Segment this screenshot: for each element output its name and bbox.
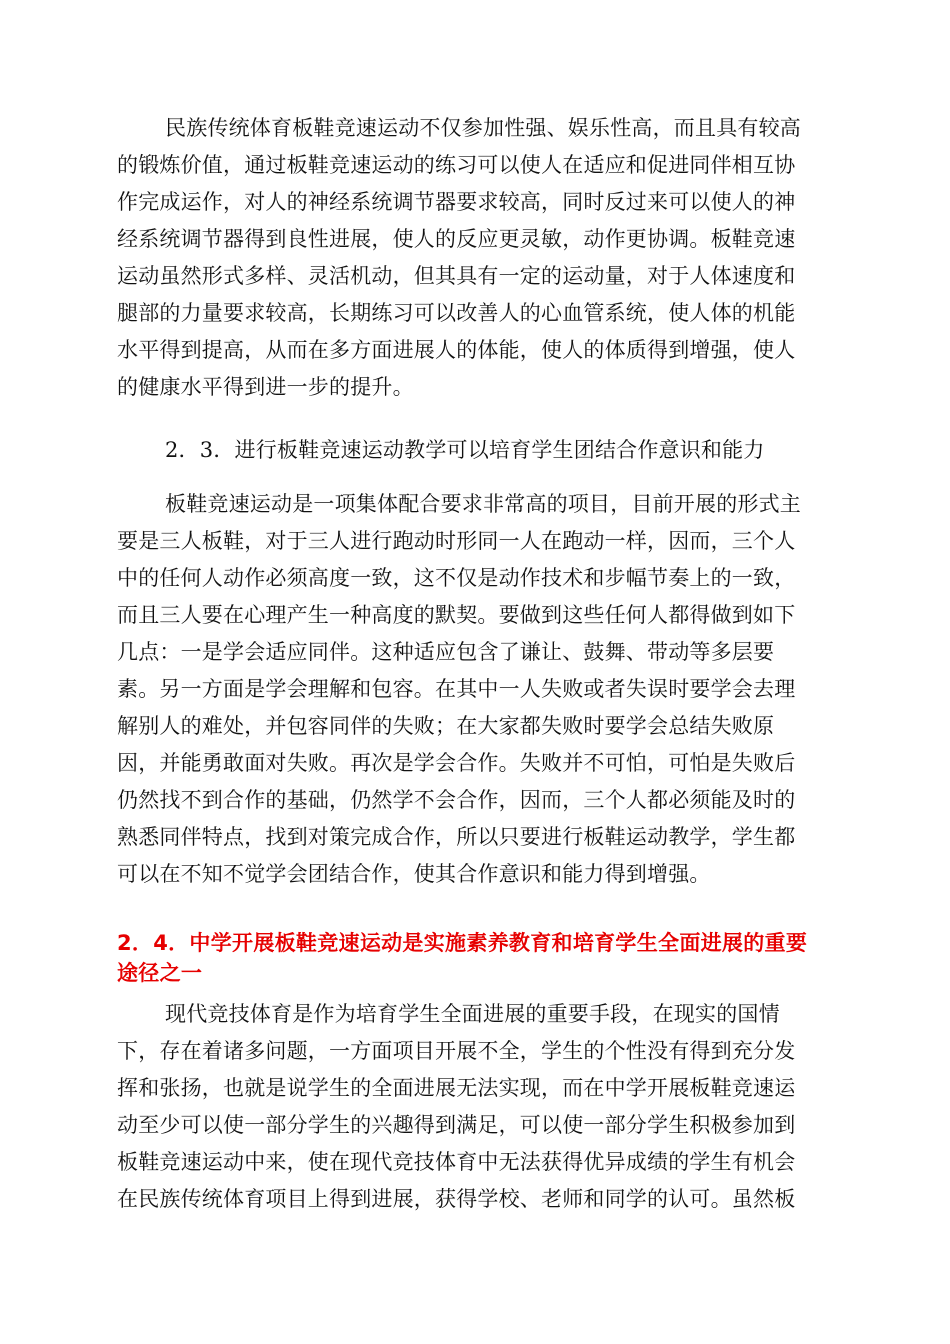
paragraph-line: 板鞋竞速运动是一项集体配合要求非常高的项目，目前开展的形式主 bbox=[165, 492, 801, 516]
paragraph-line: 熟悉同伴特点，找到对策完成合作，所以只要进行板鞋运动教学，学生都 bbox=[117, 825, 796, 849]
paragraph-line: 下，存在着诸多问题，一方面项目开展不全，学生的个性没有得到充分发 bbox=[117, 1039, 796, 1063]
paragraph-line: 作完成运作，对人的神经系统调节器要求较高，同时反过来可以使人的神 bbox=[117, 190, 796, 214]
paragraph-line: 挥和张扬，也就是说学生的全面进展无法实现，而在中学开展板鞋竞速运 bbox=[117, 1076, 796, 1100]
paragraph-line: 民族传统体育板鞋竞速运动不仅参加性强、娱乐性高，而且具有较高 bbox=[165, 116, 801, 140]
paragraph-line: 动至少可以使一部分学生的兴趣得到满足，可以使一部分学生积极参加到 bbox=[117, 1113, 796, 1137]
paragraph-line: 运动虽然形式多样、灵活机动，但其具有一定的运动量，对于人体速度和 bbox=[117, 264, 796, 288]
section-2-3-heading bbox=[165, 432, 845, 469]
section-title: 2．3．进行板鞋竞速运动教学可以培育学生团结合作意识和能力 bbox=[165, 438, 765, 462]
paragraph-line: 现代竞技体育是作为培育学生全面进展的重要手段，在现实的国情 bbox=[165, 1002, 780, 1026]
paragraph-3 bbox=[117, 996, 832, 1218]
section-title-line: 途径之一 bbox=[117, 961, 203, 985]
paragraph-line: 而且三人要在心理产生一种高度的默契。要做到这些任何人都得做到如下 bbox=[117, 603, 796, 627]
paragraph-line: 板鞋竞速运动中来，使在现代竞技体育中无法获得优异成绩的学生有机会 bbox=[117, 1150, 796, 1174]
paragraph-line: 几点：一是学会适应同伴。这种适应包含了谦让、鼓舞、带动等多层要 bbox=[117, 640, 775, 664]
section-title-line: 2．4．中学开展板鞋竞速运动是实施素养教育和培育学生全面进展的重要 bbox=[117, 931, 808, 955]
section-2-4-heading bbox=[117, 928, 837, 988]
paragraph-line: 解别人的难处，并包容同伴的失败；在大家都失败时要学会总结失败原 bbox=[117, 714, 775, 738]
paragraph-1 bbox=[117, 110, 832, 406]
paragraph-line: 仍然找不到合作的基础，仍然学不会合作，因而，三个人都必须能及时的 bbox=[117, 788, 796, 812]
paragraph-2 bbox=[117, 486, 832, 893]
paragraph-line: 要是三人板鞋，对于三人进行跑动时形同一人在跑动一样，因而，三个人 bbox=[117, 529, 796, 553]
paragraph-line: 的健康水平得到进一步的提升。 bbox=[117, 375, 414, 399]
paragraph-line: 因，并能勇敢面对失败。再次是学会合作。失败并不可怕，可怕是失败后 bbox=[117, 751, 796, 775]
paragraph-line: 中的任何人动作必须高度一致，这不仅是动作技术和步幅节奏上的一致， bbox=[117, 566, 796, 590]
paragraph-line: 经系统调节器得到良性进展，使人的反应更灵敏，动作更协调。板鞋竞速 bbox=[117, 227, 796, 251]
paragraph-line: 腿部的力量要求较高，长期练习可以改善人的心血管系统，使人体的机能 bbox=[117, 301, 796, 325]
paragraph-line: 素。另一方面是学会理解和包容。在其中一人失败或者失误时要学会去理 bbox=[117, 677, 796, 701]
paragraph-line: 水平得到提高，从而在多方面进展人的体能，使人的体质得到增强，使人 bbox=[117, 338, 796, 362]
paragraph-line: 可以在不知不觉学会团结合作，使其合作意识和能力得到增强。 bbox=[117, 862, 711, 886]
paragraph-line: 的锻炼价值，通过板鞋竞速运动的练习可以使人在适应和促进同伴相互协 bbox=[117, 153, 796, 177]
paragraph-line: 在民族传统体育项目上得到进展，获得学校、老师和同学的认可。虽然板 bbox=[117, 1187, 796, 1211]
